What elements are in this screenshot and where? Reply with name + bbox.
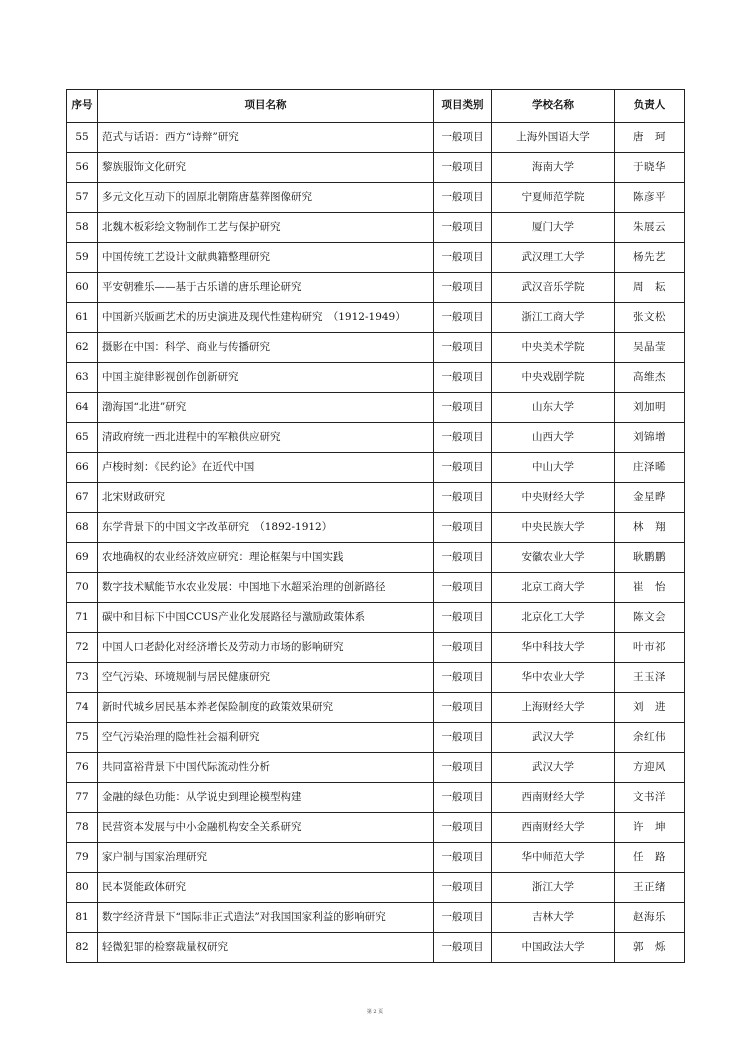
cell-no: 64 xyxy=(67,393,98,423)
cell-no: 78 xyxy=(67,813,98,843)
cell-project-name: 新时代城乡居民基本养老保险制度的政策效果研究 xyxy=(98,693,434,723)
cell-category: 一般项目 xyxy=(434,273,492,303)
table-row xyxy=(67,753,685,783)
cell-no: 77 xyxy=(67,783,98,813)
table-row xyxy=(67,513,685,543)
cell-no: 75 xyxy=(67,723,98,753)
cell-project-name: 轻微犯罪的检察裁量权研究 xyxy=(98,933,434,963)
cell-no: 68 xyxy=(67,513,98,543)
cell-leader: 文书洋 xyxy=(615,783,685,813)
cell-no: 79 xyxy=(67,843,98,873)
table-row xyxy=(67,183,685,213)
project-list-table xyxy=(66,89,685,963)
table-row xyxy=(67,873,685,903)
table-row xyxy=(67,693,685,723)
cell-project-name: 碳中和目标下中国CCUS产业化发展路径与激励政策体系 xyxy=(98,603,434,633)
cell-category: 一般项目 xyxy=(434,633,492,663)
cell-project-name: 卢梭时刻：《民约论》在近代中国 xyxy=(98,453,434,483)
table-row xyxy=(67,333,685,363)
cell-project-name: 渤海国“北进”研究 xyxy=(98,393,434,423)
cell-project-name: 家户制与国家治理研究 xyxy=(98,843,434,873)
cell-leader: 任 路 xyxy=(615,843,685,873)
cell-project-name: 数字技术赋能节水农业发展：中国地下水超采治理的创新路径 xyxy=(98,573,434,603)
table-row xyxy=(67,213,685,243)
cell-leader: 周 耘 xyxy=(615,273,685,303)
cell-leader: 赵海乐 xyxy=(615,903,685,933)
cell-category: 一般项目 xyxy=(434,333,492,363)
cell-category: 一般项目 xyxy=(434,363,492,393)
cell-leader: 庄泽晞 xyxy=(615,453,685,483)
cell-leader: 于晓华 xyxy=(615,153,685,183)
cell-leader: 刘 进 xyxy=(615,693,685,723)
cell-school: 华中师范大学 xyxy=(492,843,615,873)
table-row xyxy=(67,393,685,423)
table-row xyxy=(67,453,685,483)
cell-project-name: 中国人口老龄化对经济增长及劳动力市场的影响研究 xyxy=(98,633,434,663)
cell-no: 69 xyxy=(67,543,98,573)
cell-no: 62 xyxy=(67,333,98,363)
cell-project-name: 中国传统工艺设计文献典籍整理研究 xyxy=(98,243,434,273)
cell-leader: 崔 怡 xyxy=(615,573,685,603)
cell-leader: 郭 烁 xyxy=(615,933,685,963)
table-body xyxy=(67,123,685,963)
cell-no: 72 xyxy=(67,633,98,663)
cell-leader: 吴晶莹 xyxy=(615,333,685,363)
cell-category: 一般项目 xyxy=(434,813,492,843)
header-project-name: 项目名称 xyxy=(98,90,434,123)
cell-school: 武汉大学 xyxy=(492,753,615,783)
table-row xyxy=(67,573,685,603)
cell-project-name: 农地确权的农业经济效应研究：理论框架与中国实践 xyxy=(98,543,434,573)
cell-no: 63 xyxy=(67,363,98,393)
cell-no: 66 xyxy=(67,453,98,483)
table-row xyxy=(67,903,685,933)
cell-category: 一般项目 xyxy=(434,183,492,213)
table-row xyxy=(67,303,685,333)
cell-leader: 刘加明 xyxy=(615,393,685,423)
table-row xyxy=(67,843,685,873)
table-row xyxy=(67,783,685,813)
cell-leader: 陈文会 xyxy=(615,603,685,633)
cell-school: 山东大学 xyxy=(492,393,615,423)
cell-project-name: 清政府统一西北进程中的军粮供应研究 xyxy=(98,423,434,453)
cell-leader: 朱展云 xyxy=(615,213,685,243)
cell-category: 一般项目 xyxy=(434,213,492,243)
cell-school: 中国政法大学 xyxy=(492,933,615,963)
cell-school: 华中科技大学 xyxy=(492,633,615,663)
table-row xyxy=(67,243,685,273)
cell-category: 一般项目 xyxy=(434,933,492,963)
cell-project-name: 空气污染治理的隐性社会福利研究 xyxy=(98,723,434,753)
cell-school: 西南财经大学 xyxy=(492,813,615,843)
cell-school: 宁夏师范学院 xyxy=(492,183,615,213)
cell-category: 一般项目 xyxy=(434,243,492,273)
cell-school: 中央财经大学 xyxy=(492,483,615,513)
cell-no: 74 xyxy=(67,693,98,723)
page-number: 第 2 页 xyxy=(366,1009,384,1015)
cell-no: 57 xyxy=(67,183,98,213)
cell-school: 上海财经大学 xyxy=(492,693,615,723)
cell-project-name: 共同富裕背景下中国代际流动性分析 xyxy=(98,753,434,783)
cell-project-name: 北魏木板彩绘文物制作工艺与保护研究 xyxy=(98,213,434,243)
header-no: 序号 xyxy=(67,90,98,123)
cell-no: 71 xyxy=(67,603,98,633)
cell-project-name: 空气污染、环境规制与居民健康研究 xyxy=(98,663,434,693)
cell-school: 吉林大学 xyxy=(492,903,615,933)
cell-school: 北京化工大学 xyxy=(492,603,615,633)
cell-category: 一般项目 xyxy=(434,153,492,183)
cell-project-name: 北宋财政研究 xyxy=(98,483,434,513)
cell-school: 武汉音乐学院 xyxy=(492,273,615,303)
cell-leader: 叶市祁 xyxy=(615,633,685,663)
cell-leader: 王正绪 xyxy=(615,873,685,903)
cell-project-name: 民本贤能政体研究 xyxy=(98,873,434,903)
table-row xyxy=(67,543,685,573)
cell-leader: 方迎风 xyxy=(615,753,685,783)
cell-project-name: 多元文化互动下的固原北朝隋唐墓葬图像研究 xyxy=(98,183,434,213)
cell-school: 浙江大学 xyxy=(492,873,615,903)
cell-leader: 许 坤 xyxy=(615,813,685,843)
cell-category: 一般项目 xyxy=(434,393,492,423)
cell-category: 一般项目 xyxy=(434,903,492,933)
cell-no: 73 xyxy=(67,663,98,693)
header-leader: 负责人 xyxy=(615,90,685,123)
table-row xyxy=(67,933,685,963)
table-row xyxy=(67,423,685,453)
table-row xyxy=(67,123,685,153)
header-category: 项目类别 xyxy=(434,90,492,123)
table-row xyxy=(67,603,685,633)
cell-category: 一般项目 xyxy=(434,663,492,693)
cell-school: 北京工商大学 xyxy=(492,573,615,603)
cell-no: 58 xyxy=(67,213,98,243)
cell-project-name: 中国主旋律影视创作创新研究 xyxy=(98,363,434,393)
cell-category: 一般项目 xyxy=(434,783,492,813)
cell-category: 一般项目 xyxy=(434,453,492,483)
table-row xyxy=(67,633,685,663)
cell-school: 中央美术学院 xyxy=(492,333,615,363)
cell-school: 中央戏剧学院 xyxy=(492,363,615,393)
cell-no: 60 xyxy=(67,273,98,303)
cell-no: 80 xyxy=(67,873,98,903)
cell-category: 一般项目 xyxy=(434,303,492,333)
cell-leader: 唐 珂 xyxy=(615,123,685,153)
cell-project-name: 东学背景下的中国文字改革研究 （1892-1912） xyxy=(98,513,434,543)
cell-leader: 王玉泽 xyxy=(615,663,685,693)
cell-category: 一般项目 xyxy=(434,723,492,753)
cell-school: 安徽农业大学 xyxy=(492,543,615,573)
cell-leader: 高维杰 xyxy=(615,363,685,393)
cell-leader: 刘锦增 xyxy=(615,423,685,453)
cell-project-name: 金融的绿色功能：从学说史到理论模型构建 xyxy=(98,783,434,813)
table-row xyxy=(67,483,685,513)
cell-category: 一般项目 xyxy=(434,543,492,573)
cell-category: 一般项目 xyxy=(434,843,492,873)
cell-category: 一般项目 xyxy=(434,423,492,453)
cell-school: 中山大学 xyxy=(492,453,615,483)
cell-project-name: 平安朝雅乐——基于古乐谱的唐乐理论研究 xyxy=(98,273,434,303)
cell-school: 中央民族大学 xyxy=(492,513,615,543)
cell-category: 一般项目 xyxy=(434,693,492,723)
cell-project-name: 民营资本发展与中小金融机构安全关系研究 xyxy=(98,813,434,843)
cell-no: 76 xyxy=(67,753,98,783)
cell-category: 一般项目 xyxy=(434,873,492,903)
cell-school: 上海外国语大学 xyxy=(492,123,615,153)
cell-category: 一般项目 xyxy=(434,513,492,543)
cell-no: 82 xyxy=(67,933,98,963)
cell-school: 山西大学 xyxy=(492,423,615,453)
cell-category: 一般项目 xyxy=(434,123,492,153)
cell-no: 61 xyxy=(67,303,98,333)
table-row xyxy=(67,813,685,843)
cell-project-name: 中国新兴版画艺术的历史演进及现代性建构研究 （1912-1949） xyxy=(98,303,434,333)
cell-category: 一般项目 xyxy=(434,573,492,603)
cell-no: 65 xyxy=(67,423,98,453)
table-row xyxy=(67,663,685,693)
cell-no: 56 xyxy=(67,153,98,183)
cell-leader: 林 翔 xyxy=(615,513,685,543)
cell-leader: 陈彦平 xyxy=(615,183,685,213)
cell-category: 一般项目 xyxy=(434,483,492,513)
header-school: 学校名称 xyxy=(492,90,615,123)
cell-school: 海南大学 xyxy=(492,153,615,183)
cell-no: 81 xyxy=(67,903,98,933)
cell-category: 一般项目 xyxy=(434,753,492,783)
table-row xyxy=(67,363,685,393)
cell-no: 59 xyxy=(67,243,98,273)
table-row xyxy=(67,723,685,753)
table-header-row xyxy=(67,90,685,123)
cell-no: 67 xyxy=(67,483,98,513)
cell-no: 70 xyxy=(67,573,98,603)
cell-project-name: 摄影在中国：科学、商业与传播研究 xyxy=(98,333,434,363)
cell-leader: 金星晔 xyxy=(615,483,685,513)
cell-school: 武汉理工大学 xyxy=(492,243,615,273)
cell-project-name: 范式与话语：西方“诗辩”研究 xyxy=(98,123,434,153)
cell-project-name: 数字经济背景下“国际非正式造法”对我国国家利益的影响研究 xyxy=(98,903,434,933)
cell-school: 华中农业大学 xyxy=(492,663,615,693)
cell-no: 55 xyxy=(67,123,98,153)
table-row xyxy=(67,273,685,303)
cell-leader: 张文松 xyxy=(615,303,685,333)
cell-leader: 余红伟 xyxy=(615,723,685,753)
cell-leader: 耿鹏鹏 xyxy=(615,543,685,573)
cell-school: 厦门大学 xyxy=(492,213,615,243)
cell-leader: 杨先艺 xyxy=(615,243,685,273)
cell-project-name: 黎族服饰文化研究 xyxy=(98,153,434,183)
cell-school: 西南财经大学 xyxy=(492,783,615,813)
cell-school: 浙江工商大学 xyxy=(492,303,615,333)
cell-category: 一般项目 xyxy=(434,603,492,633)
cell-school: 武汉大学 xyxy=(492,723,615,753)
table-row xyxy=(67,153,685,183)
